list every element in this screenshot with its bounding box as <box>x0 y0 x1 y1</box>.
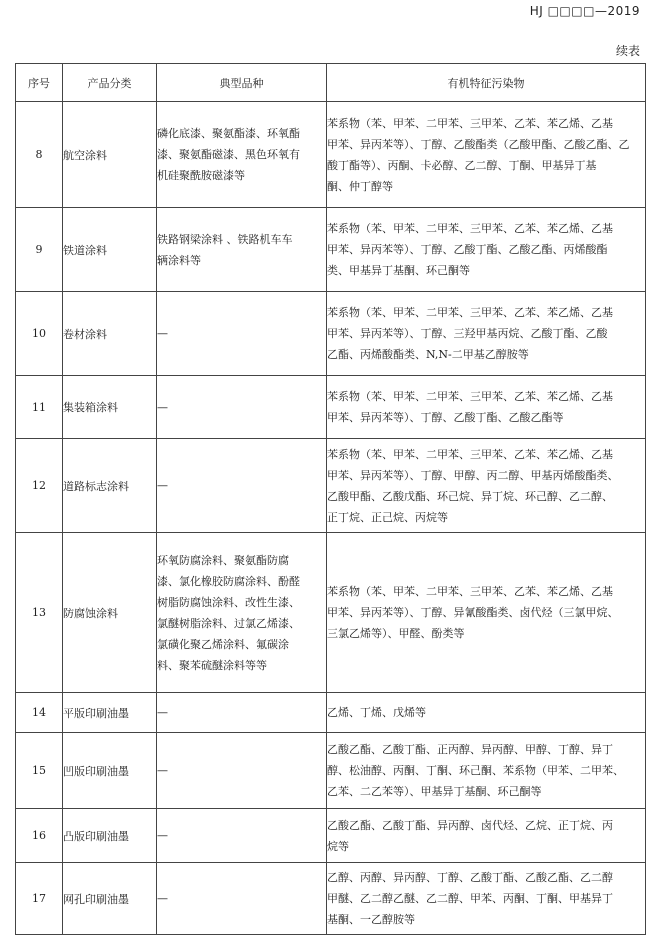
table-row <box>16 533 646 693</box>
table-row <box>16 693 646 733</box>
table-row <box>16 376 646 439</box>
row-pollutants <box>327 733 646 809</box>
typical-line: — <box>157 892 168 905</box>
table-header-row <box>16 64 646 102</box>
row-pollutants <box>327 693 646 733</box>
row-pollutants <box>327 439 646 533</box>
typical-line: 漆、氯化橡胶防腐涂料、酚醛 <box>157 574 300 588</box>
typical-line: 辆涂料等 <box>157 253 201 267</box>
row-category: 航空涂料 <box>63 102 157 208</box>
row-category: 铁道涂料 <box>63 208 157 292</box>
column-header-category: 产品分类 <box>63 64 157 102</box>
typical-line: — <box>157 829 168 842</box>
row-pollutants <box>327 809 646 863</box>
row-typical <box>157 376 327 439</box>
pollutant-line: 乙酸乙酯、乙酸丁酯、正丙醇、异丙醇、甲醇、丁醇、异丁 <box>327 743 613 756</box>
row-pollutants <box>327 376 646 439</box>
pollutant-line: 苯系物（苯、甲苯、二甲苯、三甲苯、乙苯、苯乙烯、乙基 <box>327 390 613 403</box>
row-seq: 11 <box>16 376 63 439</box>
row-category: 防腐蚀涂料 <box>63 533 157 693</box>
table-row <box>16 292 646 376</box>
pollutant-line: 苯系物（苯、甲苯、二甲苯、三甲苯、乙苯、苯乙烯、乙基 <box>327 447 613 461</box>
typical-line: 氯醚树脂涂料、过氯乙烯漆、 <box>157 616 300 630</box>
pollutant-line: 甲苯、异丙苯等）、丁醇、乙酸丁酯、乙酸乙酯等 <box>327 411 564 424</box>
pollutant-line: 乙醇、丙醇、异丙醇、丁醇、乙酸丁酯、乙酸乙酯、乙二醇 <box>327 871 613 884</box>
pollutant-line: 甲苯、异丙苯等）、丁醇、异氰酸酯类、卤代烃（三氯甲烷、 <box>327 606 619 619</box>
row-category: 道路标志涂料 <box>63 439 157 533</box>
pollutant-line: 乙酯、丙烯酸酯类、N,N-二甲基乙醇胺等 <box>327 348 529 361</box>
typical-line: 氯磺化聚乙烯涂料、氟碳涂 <box>157 637 289 651</box>
row-category: 集装箱涂料 <box>63 376 157 439</box>
table-row <box>16 208 646 292</box>
continued-label: 续表 <box>615 44 640 58</box>
pollutant-line: 甲苯、异丙苯等）、丁醇、乙酸丁酯、乙酸乙酯、丙烯酸酯 <box>327 243 608 256</box>
row-category: 凹版印刷油墨 <box>63 733 157 809</box>
row-category: 平版印刷油墨 <box>63 693 157 733</box>
typical-line: 环氧防腐涂料、聚氨酯防腐 <box>157 553 289 567</box>
pollutant-line: 甲醚、乙二醇乙醚、乙二醇、甲苯、丙酮、丁酮、甲基异丁 <box>327 892 613 905</box>
row-pollutants <box>327 533 646 693</box>
row-seq: 15 <box>16 733 63 809</box>
pollutant-line: 醇、松油醇、丙酮、丁酮、环己酮、苯系物（甲苯、二甲苯、 <box>327 764 624 777</box>
typical-line: — <box>157 327 168 340</box>
row-seq: 16 <box>16 809 63 863</box>
row-typical <box>157 693 327 733</box>
row-typical <box>157 439 327 533</box>
typical-line: — <box>157 706 168 719</box>
row-category: 网孔印刷油墨 <box>63 863 157 935</box>
typical-line: — <box>157 764 168 777</box>
table-row <box>16 439 646 533</box>
typical-line: — <box>157 400 168 414</box>
pollutant-line: 烷等 <box>327 839 349 853</box>
column-header-pollutants: 有机特征污染物 <box>327 64 646 102</box>
row-seq: 14 <box>16 693 63 733</box>
table-row <box>16 863 646 935</box>
typical-line: 料、聚苯硫醚涂料等等 <box>157 658 267 672</box>
row-pollutants <box>327 292 646 376</box>
pollutant-line: 乙烯、丁烯、戊烯等 <box>327 706 426 719</box>
pollutant-line: 苯系物（苯、甲苯、二甲苯、三甲苯、乙苯、苯乙烯、乙基 <box>327 222 613 235</box>
pollutant-line: 酮、仲丁醇等 <box>327 179 393 193</box>
row-typical <box>157 733 327 809</box>
table-row <box>16 809 646 863</box>
typical-line: 铁路钢梁涂料 、铁路机车车 <box>157 232 293 246</box>
typical-line: 漆、聚氨酯磁漆、黑色环氧有 <box>157 148 300 161</box>
row-typical <box>157 809 327 863</box>
row-category: 凸版印刷油墨 <box>63 809 157 863</box>
pollutant-line: 苯系物（苯、甲苯、二甲苯、三甲苯、乙苯、苯乙烯、乙基 <box>327 306 613 319</box>
row-typical <box>157 208 327 292</box>
pollutant-line: 乙酸甲酯、乙酸戊酯、环己烷、异丁烷、环己醇、乙二醇、 <box>327 489 613 503</box>
pollutant-line: 甲苯、异丙苯等）、丁醇、甲醇、丙二醇、甲基丙烯酸酯类、 <box>327 468 619 482</box>
row-typical <box>157 292 327 376</box>
row-pollutants <box>327 208 646 292</box>
typical-line: 树脂防腐蚀涂料、改性生漆、 <box>157 595 300 609</box>
row-pollutants <box>327 863 646 935</box>
pollutant-line: 乙酸乙酯、乙酸丁酯、异丙醇、卤代烃、乙烷、正丁烷、丙 <box>327 818 613 832</box>
pollutant-line: 苯系物（苯、甲苯、二甲苯、三甲苯、乙苯、苯乙烯、乙基 <box>327 585 613 598</box>
pollutant-line: 甲苯、异丙苯等）、丁醇、三羟甲基丙烷、乙酸丁酯、乙酸 <box>327 327 608 340</box>
pollutant-line: 苯系物（苯、甲苯、二甲苯、三甲苯、乙苯、苯乙烯、乙基 <box>327 116 613 130</box>
row-typical <box>157 863 327 935</box>
standard-code: HJ □□□□—2019 <box>529 4 640 18</box>
table-row <box>16 733 646 809</box>
row-typical <box>157 533 327 693</box>
row-seq: 10 <box>16 292 63 376</box>
pollutant-line: 正丁烷、正己烷、丙烷等 <box>327 510 448 524</box>
row-seq: 17 <box>16 863 63 935</box>
pollutant-line: 三氯乙烯等）、甲醛、酚类等 <box>327 627 465 640</box>
row-seq: 9 <box>16 208 63 292</box>
typical-line: 机硅聚酰胺磁漆等 <box>157 169 245 182</box>
pollutant-line: 乙苯、二乙苯等）、甲基异丁基酮、环己酮等 <box>327 785 542 798</box>
column-header-seq: 序号 <box>16 64 63 102</box>
typical-line: 磷化底漆、聚氨酯漆、环氧酯 <box>157 127 300 140</box>
row-seq: 12 <box>16 439 63 533</box>
row-seq: 13 <box>16 533 63 693</box>
row-seq: 8 <box>16 102 63 208</box>
row-pollutants <box>327 102 646 208</box>
typical-line: — <box>157 479 168 492</box>
row-typical <box>157 102 327 208</box>
pollutant-line: 基酮、一乙醇胺等 <box>327 913 415 926</box>
table-body <box>16 102 646 935</box>
table-row <box>16 102 646 208</box>
pollutant-line: 类、甲基异丁基酮、环己酮等 <box>327 264 470 277</box>
pollutant-line: 甲苯、异丙苯等）、丁醇、乙酸酯类（乙酸甲酯、乙酸乙酯、乙 <box>327 137 630 151</box>
pollutant-table <box>15 63 646 935</box>
column-header-typical: 典型品种 <box>157 64 327 102</box>
pollutant-line: 酸丁酯等）、丙酮、卡必醇、乙二醇、丁酮、甲基异丁基 <box>327 158 597 172</box>
row-category: 卷材涂料 <box>63 292 157 376</box>
